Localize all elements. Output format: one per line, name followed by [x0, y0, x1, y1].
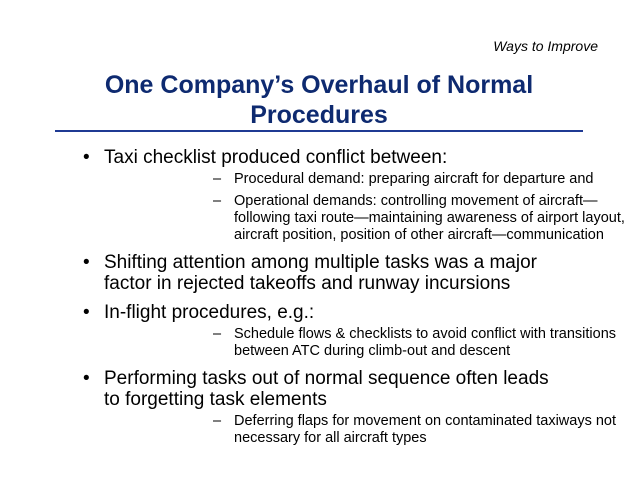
sub-bullet-text: aircraft position, position of other aircraft—communication [234, 227, 604, 243]
sub-bullet-list [104, 326, 617, 360]
sub-bullet-text: Procedural demand: preparing aircraft for departure and [234, 171, 594, 187]
bullet-text: to forgetting task elements [104, 389, 327, 410]
sub-bullet-text: following taxi route—maintaining awareness of airport layout, [234, 210, 625, 226]
bullet-item [0, 147, 638, 244]
sub-bullet-text: Schedule flows & checklists to avoid conflict with transitions [234, 326, 617, 342]
slide-title-line: One Company’s Overhaul of Normal [104, 71, 534, 99]
dash-icon: – [213, 193, 222, 209]
bullet-text: Performing tasks out of normal sequence often leads [104, 368, 549, 389]
bullet-item [0, 302, 638, 360]
section-label: Ways to Improve [493, 38, 598, 54]
dash-icon: – [213, 171, 222, 187]
bullet-item [0, 252, 638, 294]
sub-bullet-item [104, 193, 625, 244]
sub-bullet-item [104, 171, 608, 188]
sub-bullet-text: Operational demands: controlling movement of aircraft— [234, 193, 598, 209]
bullet-dot-icon: • [83, 147, 90, 168]
sub-bullet-list [104, 413, 617, 447]
bullet-text: Taxi checklist produced conflict between: [104, 147, 448, 168]
title-underline [55, 130, 583, 132]
sub-bullet-item [104, 326, 617, 360]
bullet-dot-icon: • [83, 302, 90, 323]
sub-bullet-text: Deferring flaps for movement on contaminated taxiways not [234, 413, 617, 429]
dash-icon: – [213, 326, 222, 342]
sub-bullet-list [104, 171, 625, 244]
bullet-list [0, 147, 638, 455]
sub-bullet-item [104, 413, 617, 447]
bullet-text: In-flight procedures, e.g.: [104, 302, 315, 323]
sub-bullet-text: between ATC during climb-out and descent [234, 343, 511, 359]
bullet-text: Shifting attention among multiple tasks was a major [104, 252, 537, 273]
bullet-text: factor in rejected takeoffs and runway incursions [104, 273, 511, 294]
sub-bullet-text: necessary for all aircraft types [234, 430, 427, 446]
slide-title-line: Procedures [250, 101, 388, 129]
slide-title [60, 70, 578, 130]
bullet-dot-icon: • [83, 368, 90, 389]
dash-icon: – [213, 413, 222, 429]
bullet-item [0, 368, 638, 447]
bullet-dot-icon: • [83, 252, 90, 273]
